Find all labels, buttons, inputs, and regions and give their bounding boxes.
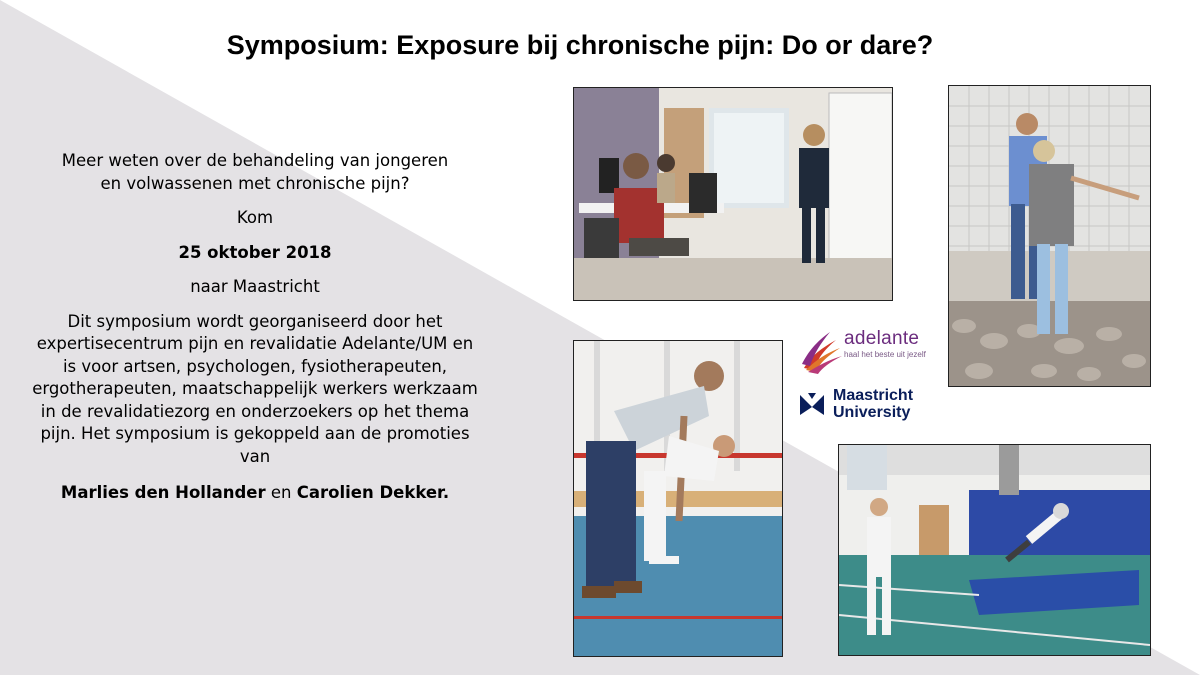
event-date: 25 oktober 2018 <box>178 242 332 262</box>
photo-therapy-room <box>573 87 893 301</box>
um-line-2: University <box>833 404 911 421</box>
intro-line-1: Meer weten over de behandeling van jongeren <box>61 151 449 170</box>
event-location: naar Maastricht <box>190 277 320 296</box>
adelante-flame-icon <box>800 328 844 376</box>
promovendi <box>30 482 480 505</box>
um-name <box>833 387 913 421</box>
adelante-logo <box>800 328 930 378</box>
adelante-name: adelante <box>844 328 920 349</box>
photo-walking-on-stones <box>948 85 1151 387</box>
promovendus-2: Carolien Dekker. <box>296 483 450 502</box>
kom-text: Kom <box>236 208 274 227</box>
event-description: Dit symposium wordt georganiseerd door het expertisecentrum pijn en revalidatie Adelante/UM en is voor artsen, psychologen, fysiotherapeuten, ergotherapeuten, maatschappelijk werkers werkzaam in de revalidatiezorg en onderzoekers op het thema pijn. Het symposium is gekoppeld aan de promoties van <box>32 311 478 466</box>
intro-line-2: en volwassenen met chronische pijn? <box>100 173 410 193</box>
slide-title: Symposium: Exposure bij chronische pijn: Do or dare? <box>226 30 934 60</box>
photo-bending-exercise <box>573 340 783 657</box>
maastricht-university-logo <box>798 387 928 427</box>
um-line-1: Maastricht <box>833 387 914 404</box>
connector-text: en <box>265 483 297 502</box>
intro-question <box>30 150 480 195</box>
um-emblem-icon <box>798 391 826 419</box>
adelante-tagline: haal het beste uit jezelf <box>844 350 926 359</box>
promovendus-1: Marlies den Hollander <box>60 483 266 502</box>
text-block <box>30 150 480 517</box>
photo-gym-ball-dive <box>838 444 1151 656</box>
